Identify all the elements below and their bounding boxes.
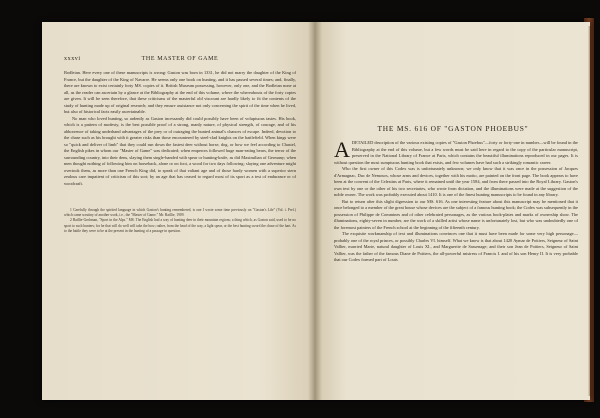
footnote: 2 Baillie-Grohman, "Sport in the Alps." MS. The English had a way of hunting deer in their mountain regions; a thing which, as Gaston said, used to be no sport to such hunters; for he that will do well will take the bow; rather, from the head of the way, a light spear, or the best hunting sword the chase of the hart. As to the battle they were to be at the present in the hunting of a passage in question.	[64, 218, 296, 233]
opening-paragraph	[334, 137, 578, 166]
left-body-text	[64, 70, 296, 187]
drop-cap: A	[334, 137, 350, 162]
paragraph: The exquisite workmanship of text and illuminations convinces one that it must have been made for some very high personage—probably one of the royal princes, or possibly Charles VI. himself. What we know is that about 1420 Aymar de Poitiers, Seigneur of Saint Vallier, married Marie, natural daughter of Louis XI., and Marguerite de Sassenage; and their son Jean de Poitiers, Seigneur of Saint Vallier, was the father of the famous Diane de Poitiers, the all-powerful mistress of Francis I. and of his son Henry II. It is very probable that our Codex formed part of Louis	[334, 231, 578, 262]
chapter-title: THE MS. 616 OF "GASTON PHOEBUS"	[377, 124, 529, 133]
book-spread	[42, 22, 590, 400]
right-body-text	[334, 137, 578, 264]
left-page	[42, 22, 314, 400]
running-head	[64, 56, 296, 66]
running-head-title: THE MASTER OF GAME	[141, 56, 219, 62]
paragraph-text: DETAILED description of the various existing copies of "Gaston Phoebus"—forty or forty-one in number—will be found in the Bibliography at the end of this volume, but a few words must be said here in regard to the copy of the particular manuscript, preserved in the National Library of France at Paris, which contains the beautiful illuminations reproduced in our pages. It is without question the most sumptuous hunting book that exists, and few volumes have had such a strikingly romantic career.	[334, 140, 578, 165]
page-edges	[588, 26, 590, 396]
page-number: xxxvi	[64, 56, 81, 62]
book-gutter	[308, 22, 322, 400]
footnote: 1 Carefully through the spirited language in which Gaston's hunting remembered, is one I wrote some time previously on "Gaston's Life" (Vol. i. Pref.) which came scrutiny of another work, i.e., the "Master of Game." Mr. Baillie, 1909.	[64, 208, 296, 218]
paragraph: Bodleian. Here every one of these manuscripts is wrong: Gaston was born in 1331, he did not marry the daughter of the King of France, but the daughter of the King of Navarre. He seems only one book on hunting, and it has passed several times; and, finally, there are known to exist certainly forty MS. copies of it. British Museum possessing, however, only one, and the Bodleian none at all, as the reader can ascertain by a glance at the Bibliography at the end of this volume, where the whereabouts of the forty copies are given. It will be seen therefore, that these criticisms of the masterful old viscount are hardly likely to fit the contents of the study of hunting made up of original research; and they ensure assistance not only concerning the spirit of the time when he lived, but also of historical facts easily ascertainable.	[64, 70, 296, 114]
paragraph: Who the first owner of this Codex was is unfortunately unknown; we only know that it was once in the possession of Jacques d'Armagnac, Duc de Nemours, whose arms and devices, together with his motto, are painted on the front page. The book appears to have been at the convent of the Celestins at Paris, where it remained until the year 1584, and from there passed into the Royal Library. Gaston's own text by one or the other of his two secretaries, who wrote from dictation, and the illuminations were made at the suggestion of the noble owner. The work was probably executed about 1410. It is one of the finest hunting manuscripts to be found in any library.	[334, 166, 578, 197]
right-page	[314, 22, 590, 400]
footnotes	[64, 208, 296, 234]
paragraph: But to return after this slight digression to our MS. 616. As one interesting feature about this manuscript may be mentioned that it once belonged to a member of the great house whose devices are the subject of a famous hunting book; the Codex was subsequently in the possession of Philippe de Commines and of other celebrated personages, as the various book-plates and marks of ownership show. The illuminations, eighty-seven in number, are the work of a skilled artist whose name is unfortunately lost, but who was undoubtedly one of the foremost painters of the French school at the beginning of the fifteenth century.	[334, 198, 578, 230]
paragraph: No man who loved hunting, so ardently as Gaston incessantly did could possibly have been of voluptuous tastes. His book, which is a pattern of modesty, is the best possible proof of a strong, manly nature, of physical strength, of courage, and of his abhorrence of taking underhand advantages of the prey or of outraging the hunted animal's chances of escape. Indeed, devotion to the chase such as his brought with it greater risks than those encountered by steel-clad knights on the battlefield. When kings were so "quick and deliver of limb" that they could run down the fastest deer without horse, dog, or bow we feel according to Chastel, the English pikes in whom our "Master of Game" was dedicated; when emperors followed huge man-eating bears, the terror of the surrounding country, into their dens, slaying them single-handed with spear or hunting-knife, as did Maximilian of Germany; when men thought nothing of following him on horseback, alone or on foot, a wood for two days following; slaying one adventure might overtook them, as more than one French King did, to speak of that valiant age and of those hardy women with a superior stern zealous care impatient of criticism of this sort; by an age that has ceased to regard most of its sport as a test of endurance or of woodcraft.	[64, 115, 296, 186]
